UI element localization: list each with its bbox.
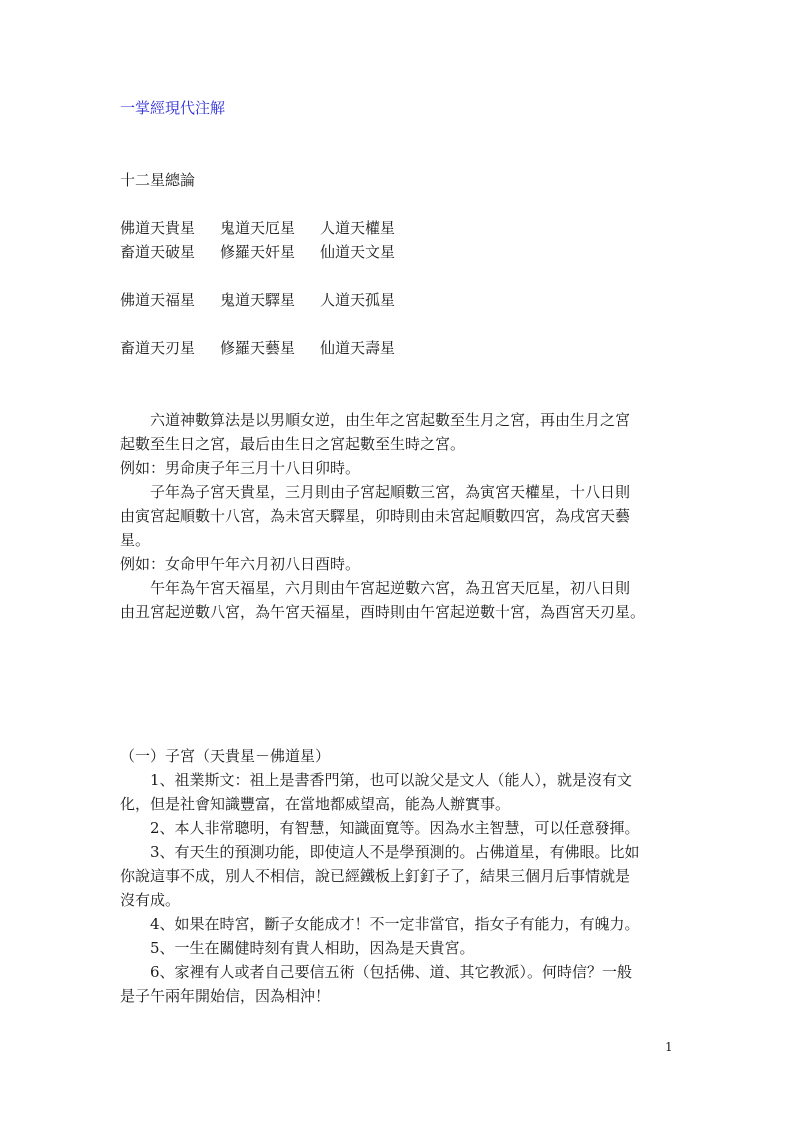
star-row [120, 336, 420, 360]
document-title: 一掌經現代注解 [120, 99, 226, 117]
star-name: 仙道天壽星 [320, 339, 396, 357]
palace-text-line: 4、如果在時宮，斷子女能成才！不一定非當官，指女子有能力，有魄力。 [150, 915, 640, 933]
method-text-line: 午年為午宮天福星，六月則由午宮起逆數六宮，為丑宮天厄星，初八日則 [150, 579, 631, 597]
star-name: 鬼道天厄星 [220, 219, 296, 237]
method-text-line: 六道神數算法是以男順女逆，由生年之宮起數至生月之宮，再由生月之宮 [150, 411, 631, 429]
palace-text-line: 是子午兩年開始信，因為相沖！ [120, 987, 331, 1005]
star-name: 畜道天破星 [120, 243, 196, 261]
palace-text-line: 沒有成。 [120, 891, 181, 909]
star-name: 修羅天奸星 [220, 243, 296, 261]
method-text-line: 起數至生日之宮，最后由生日之宮起數至生時之宮。 [120, 435, 466, 453]
palace-text-line: 6、家裡有人或者自己要信五術（包括佛、道、其它教派）。何時信？一般 [150, 963, 633, 981]
star-name: 畜道天刃星 [120, 339, 196, 357]
example-heading: 例如：男命庚子年三月十八日卯時。 [120, 459, 361, 477]
star-name: 人道天孤星 [320, 291, 396, 309]
palace-text-line: 你說這事不成，別人不相信，說已經鐵板上釘釘子了，結果三個月后事情就是 [120, 867, 631, 885]
palace-text-line: 1、祖業斯文：祖上是書香門第，也可以說父是文人（能人），就是沒有文 [150, 771, 633, 789]
star-name: 佛道天貴星 [120, 219, 196, 237]
page-number: 1 [665, 1040, 673, 1054]
star-row [120, 216, 420, 240]
palace-text-line: 3、有天生的預測功能，即使這人不是學預測的。占佛道星，有佛眼。比如 [150, 843, 640, 861]
star-name: 仙道天文星 [320, 243, 396, 261]
method-text-line: 星。 [120, 531, 151, 549]
method-text-line: 子年為子宮天貴星，三月則由子宮起順數三宮，為寅宮天權星，十八日則 [150, 483, 631, 501]
method-text-line: 由丑宮起逆數八宮，為午宮天福星，酉時則由午宮起逆數十宮，為酉宮天刃星。 [120, 603, 646, 621]
star-name: 佛道天福星 [120, 291, 196, 309]
palace-text-line: 5、一生在關健時刻有貴人相助，因為是天貴宮。 [150, 939, 475, 957]
method-text-line: 由寅宮起順數十八宮，為未宮天驛星，卯時則由未宮起順數四宮，為戌宮天藝 [120, 507, 631, 525]
star-name: 鬼道天驛星 [220, 291, 296, 309]
palace-text-line: 化，但是社會知識豐富，在當地都威望高，能為人辦實事。 [120, 795, 511, 813]
palace-heading: （一）子宮（天貴星－佛道星） [120, 747, 331, 765]
palace-text-line: 2、本人非常聰明，有智慧，知識面寬等。因為水主智慧，可以任意發揮。 [150, 819, 640, 837]
star-row [120, 240, 420, 264]
star-row [120, 288, 420, 312]
star-name: 修羅天藝星 [220, 339, 296, 357]
example-heading: 例如：女命甲午年六月初八日酉時。 [120, 555, 361, 573]
section-heading: 十二星總論 [120, 171, 196, 189]
star-name: 人道天權星 [320, 219, 396, 237]
